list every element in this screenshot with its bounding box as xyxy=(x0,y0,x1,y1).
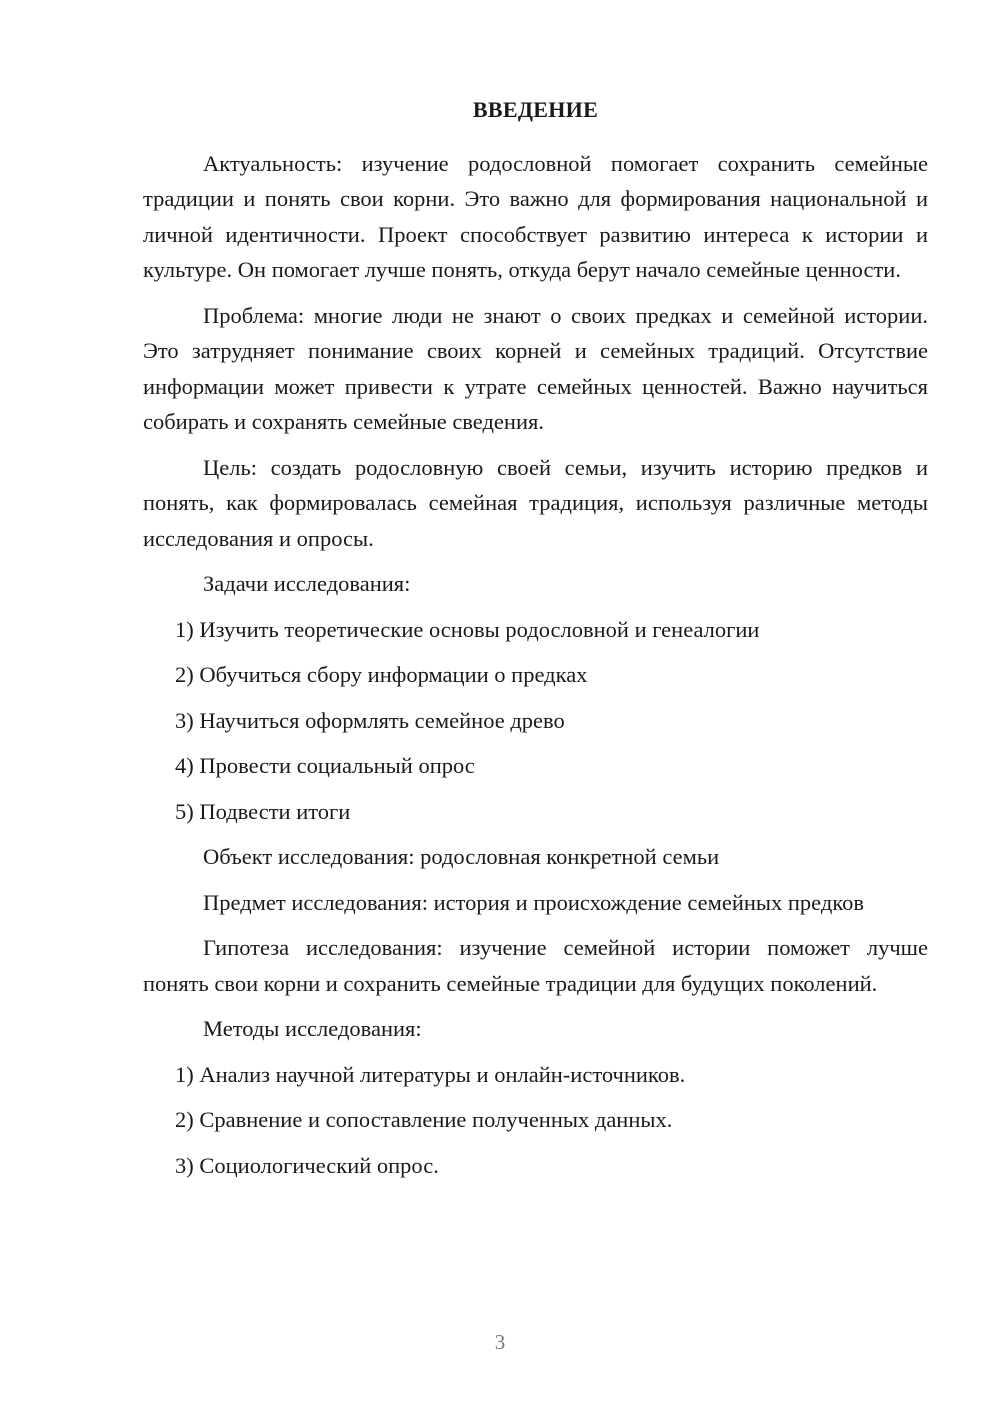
document-page xyxy=(143,92,928,1193)
page-number: 3 xyxy=(494,1330,506,1354)
list-item: 2) Сравнение и сопоставление полученных данных. xyxy=(175,1107,673,1132)
methods-list xyxy=(143,1057,928,1184)
list-item: 4) Провести социальный опрос xyxy=(175,753,475,778)
methods-heading: Методы исследования: xyxy=(203,1016,422,1041)
list-item: 3) Социологический опрос. xyxy=(175,1152,439,1178)
hypothesis-paragraph: Гипотеза исследования: изучение семейной истории поможет лучше понять свои корни и сохранить семейные традиции для будущих поколений. xyxy=(143,935,928,996)
tasks-heading: Задачи исследования: xyxy=(203,571,411,596)
list-item: 3) Научиться оформлять семейное древо xyxy=(175,707,565,733)
list-item: 1) Анализ научной литературы и онлайн-источников. xyxy=(175,1061,686,1087)
subject-paragraph: Предмет исследования: история и происхождение семейных предков xyxy=(203,889,864,915)
object-paragraph: Объект исследования: родословная конкретной семьи xyxy=(203,844,720,869)
document-title: ВВЕДЕНИЕ xyxy=(472,97,599,122)
goal-paragraph: Цель: создать родословную своей семьи, изучить историю предков и понять, как формировалась семейная традиция, используя различные методы исследования и опросы. xyxy=(143,454,928,551)
relevance-paragraph: Актуальность: изучение родословной помогает сохранить семейные традиции и понять свои корни. Это важно для формирования национальной и личной идентичности. Проект способствует развитию интереса к истории и культуре. Он помогает лучше понять, откуда берут начало семейные ценности. xyxy=(143,150,928,282)
list-item: 5) Подвести итоги xyxy=(175,798,351,824)
list-item: 1) Изучить теоретические основы родословной и генеалогии xyxy=(175,616,760,642)
list-item: 2) Обучиться сбору информации о предках xyxy=(175,662,588,687)
tasks-list xyxy=(143,612,928,830)
problem-paragraph: Проблема: многие люди не знают о своих предках и семейной истории. Это затрудняет понимание своих корней и семейных традиций. Отсутствие информации может привести к утрате семейных ценностей. Важно научиться собирать и сохранять семейные сведения. xyxy=(143,302,928,434)
